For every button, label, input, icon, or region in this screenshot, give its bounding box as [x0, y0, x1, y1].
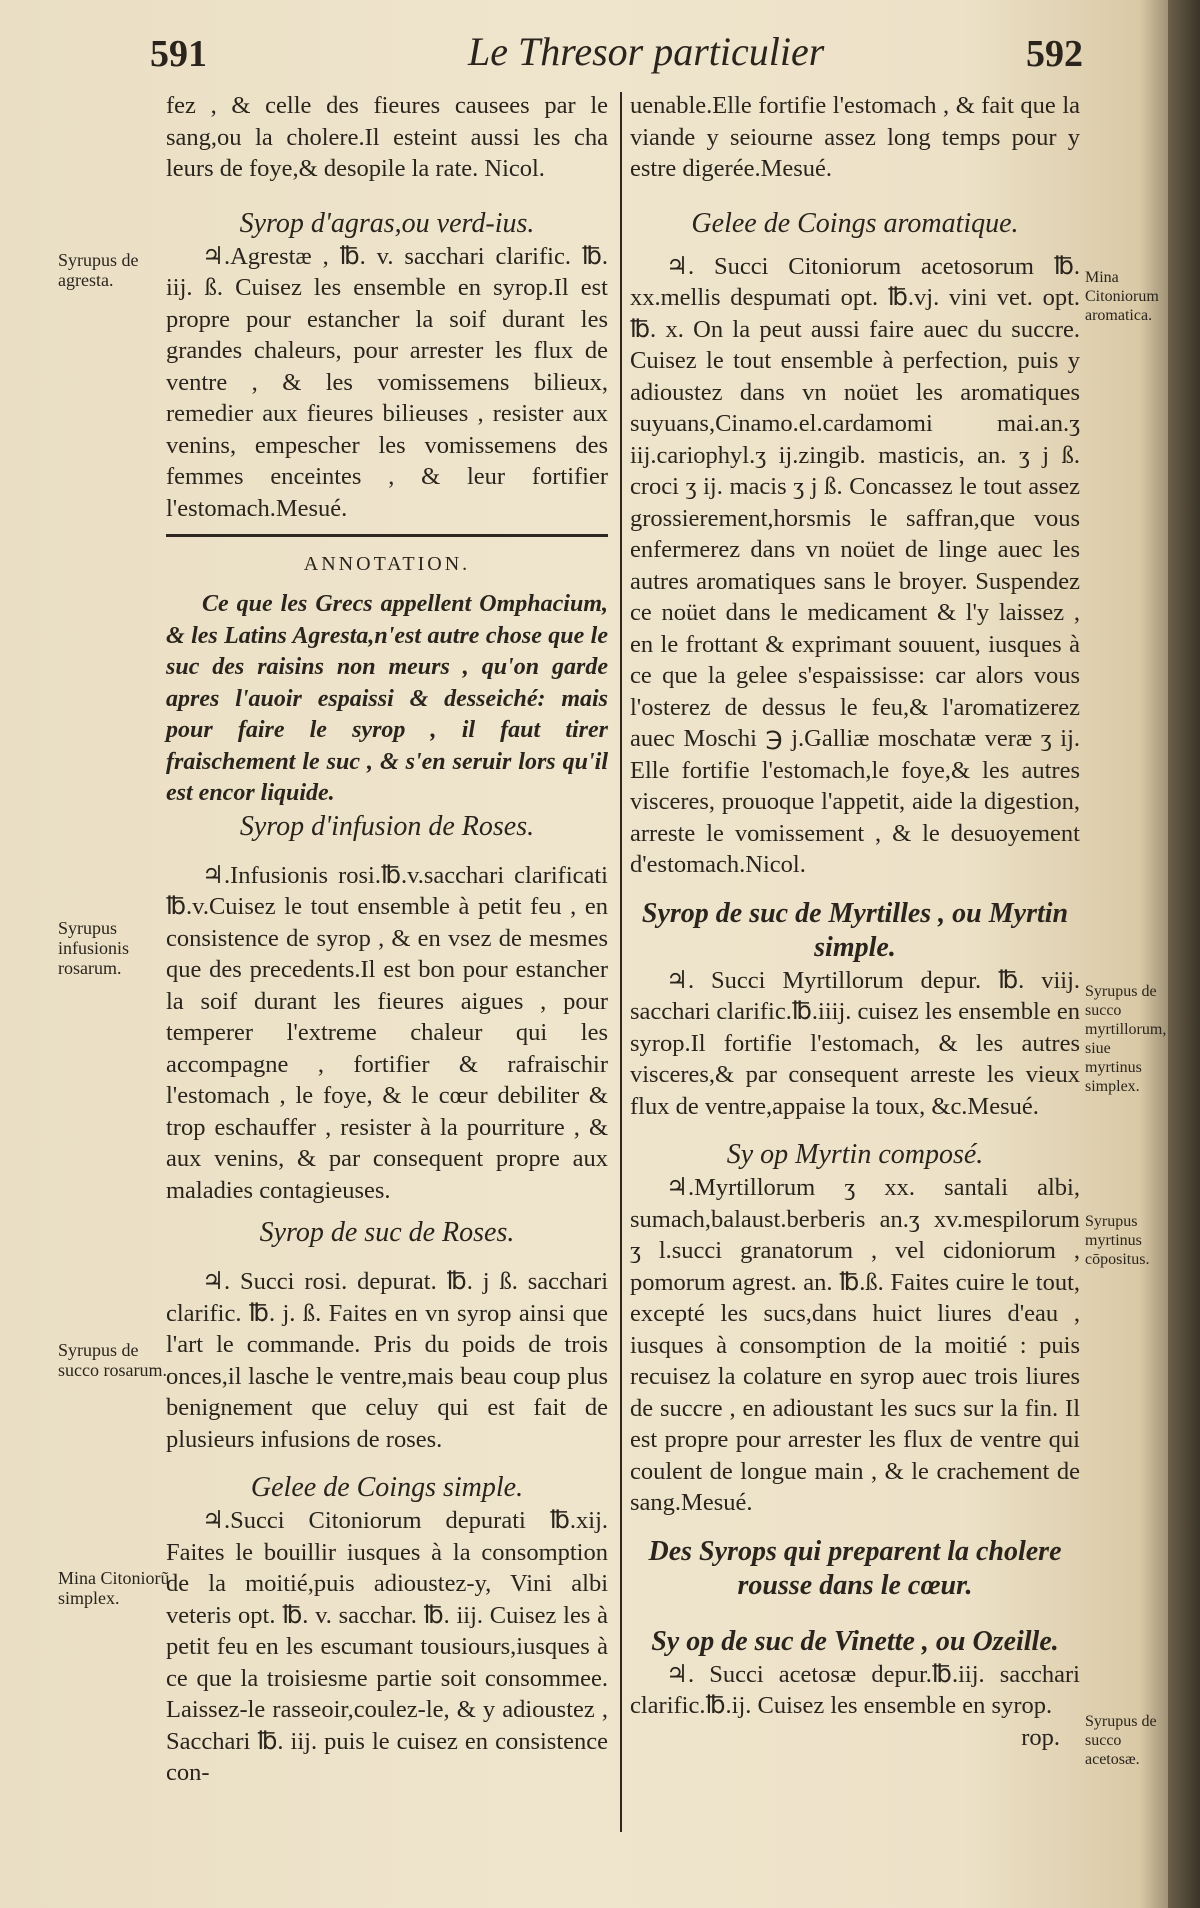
right-intro-paragraph: uenable.Elle fortifie l'estomach , & fait que la viande y seiourne assez long temps pour y estre digerée.Mesué.	[630, 92, 1080, 182]
right-section-title-cholere: Des Syrops qui preparent la cholere rousse dans le cœur.	[648, 1535, 1062, 1601]
right-section-title-myrtin-compose: Sy op Myrtin composé.	[726, 1139, 984, 1170]
left-section-body-suc-roses: ♃. Succi rosi. depurat. ℔. j ß. sacchari clarific. ℔. j. ß. Faites en vn syrop ainsi que l'art le commande. Pris du poids de trois onces,il lasche le ventre,mais beau coup plus benignement que celuy qui est fait de plusieurs infusions de roses.	[166, 1268, 608, 1453]
margin-note-myrtinus-compositus: Syrupus myrtinus cōpositus.	[1085, 1213, 1150, 1268]
adjacent-page-edge	[1168, 0, 1200, 1908]
left-section-body-infusion-roses: ♃.Infusionis rosi.℔.v.sacchari clarificati ℔.v.Cuisez le tout ensemble à petit feu , en consistence de syrop , & en vsez de mesmes que des precedents.Il est bon pour estancher la soif durant les fieures aigues , pour temperer l'extreme chaleur qui les accompagne , fortifier & rafraischir l'estomach , le foye, & le cœur debiliter & trop eschauffer , resister à la pourriture , & aux venins, & par consequent propre aux maladies contagieuses.	[166, 861, 608, 1204]
margin-note-infusion-rosarum: Syrupus infusionis rosarum.	[58, 918, 130, 978]
column-divider	[620, 92, 622, 1832]
left-section-title-suc-roses: Syrop de suc de Roses.	[259, 1217, 515, 1248]
margin-note-mina-citoniorum-simplex: Mina Citoniorũ simplex.	[58, 1568, 170, 1608]
left-section-title-infusion-roses: Syrop d'infusion de Roses.	[239, 810, 535, 842]
right-section-title-gelee-aromatique: Gelee de Coings aromatique.	[691, 207, 1019, 239]
annotation-heading: ANNOTATION.	[303, 553, 471, 575]
left-section-body-gelee-coings: ♃.Succi Citoniorum depurati ℔.xij. Faites le bouillir iusques à la consomption de la moitié,puis adioustez-y, Vini albi veteris opt. ℔. v. sacchar. ℔. iij. Cuisez les à petit feu en les escumant tousiours,iusques à ce que la troisiesme partie soit consommee. Laissez-le rasseoir,coulez-le, & y adioustez , Sacchari ℔. iij. puis le cuisez en consistence con-	[166, 1507, 608, 1786]
right-section-body-myrtilles: ♃. Succi Myrtillorum depur. ℔. viij. sacchari clarific.℔.iiij. cuisez les ensemble en syrop.Il fortifie l'estomach, & les autres visceres,& par consequent arreste les vieux flux de ventre,appaise la toux, &c.Mesué.	[630, 966, 1080, 1120]
right-section-title-vinette: Sy op de suc de Vinette , ou Ozeille.	[651, 1625, 1059, 1657]
running-head: Le Thresor particulier	[468, 29, 825, 74]
right-section-body-myrtin-compose: ♃.Myrtillorum ʒ xx. santali albi, sumach,balaust.berberis an.ʒ xv.mespilorum ʒ l.succi granatorum , vel cidoniorum , pomorum agrest. an. ℔.ß. Faites cuire le tout, excepté les sucs,dans huict liures d'eau , iusques à consomption de la moitié : puis recuisez la colature en syrop auec trois liures de succre , en adioustant les sucs sur la fin. Il est propre pour arrester les flux de ventre qui coulent de longue main , & le crachement de sang.Mesué.	[630, 1174, 1080, 1516]
catchword: rop.	[1021, 1723, 1060, 1751]
left-column	[166, 90, 608, 1789]
margin-note-mina-aromatica: Mina Citoniorum aromatica.	[1085, 269, 1159, 324]
margin-note-agresta: Syrupus de agresta.	[58, 250, 139, 290]
right-section-body-vinette: ♃. Succi acetosæ depur.℔.iij. sacchari clarific.℔.ij. Cuisez les ensemble en syrop.	[630, 1660, 1080, 1719]
right-column	[630, 90, 1080, 1753]
page-header	[0, 28, 1100, 88]
left-section-title-agras: Syrop d'agras,ou verd-ius.	[239, 207, 535, 239]
right-section-title-myrtilles: Syrop de suc de Myrtilles , ou Myrtin simple.	[641, 897, 1069, 963]
left-intro-paragraph: fez , & celle des fieures causees par le sang,ou la cholere.Il esteint aussi les cha leurs de foye,& desopile la rate. Nicol.	[166, 92, 608, 182]
margin-note-succo-rosarum: Syrupus de succo rosarum.	[58, 1340, 167, 1380]
left-section-title-gelee-coings: Gelee de Coings simple.	[250, 1472, 524, 1503]
margin-note-succo-myrtillorum: Syrupus de succo myrtillorum, siue myrtinus simplex.	[1085, 983, 1167, 1095]
page-number-left: 591	[150, 33, 207, 75]
section-rule	[166, 534, 608, 537]
annotation-body: Ce que les Grecs appellent Omphacium, & les Latins Agresta,n'est autre chose que le suc des raisins non meurs , qu'on garde apres l'auoir espaissi & desseiché: mais pour faire le syrop , il faut tirer fraischement le suc , & s'en seruir lors qu'il est encor liquide.	[166, 591, 608, 806]
right-section-body-gelee-aromatique: ♃. Succi Citoniorum acetosorum ℔. xx.mellis despumati opt. ℔.vj. vini vet. opt. ℔. x. On la peut aussi faire auec du succre. Cuisez le tout ensemble à perfection, puis y adioustez dans vn noüet les aromatiques suyuans,Cinamo.el.cardamomi mai.an.ʒ iij.cariophyl.ʒ ij.zingib. masticis, an. ʒ j ß. croci ʒ ij. macis ʒ j ß. Concassez le tout assez grossierement,horsmis le saffran,que vous enfermerez dans vn noüet de linge auec les autres aromatiques sans le broyer. Suspendez ce noüet dans le medicament & l'y laissez , en le frottant & exprimant souuent, iusques à ce que la gelee s'espaississe: car alors vous l'osterez de dessus le feu,& l'aromatizerez auec Moschi ℈ j.Galliæ moschatæ veræ ʒ ij. Elle fortifie l'estomach,le foye,& les autres visceres, prouoque l'appetit, aide la digestion, arreste le vomissement , & le desuoyement d'estomach.Nicol.	[630, 252, 1080, 878]
page-number-right: 592	[1026, 33, 1083, 75]
margin-note-succo-acetosae: Syrupus de succo acetosæ.	[1085, 1713, 1157, 1768]
left-section-body-agras: ♃.Agrestæ , ℔. v. sacchari clarific. ℔. iij. ß. Cuisez les ensemble en syrop.Il est propre pour estancher la soif durant les grandes chaleurs, pour arrester les flux de ventre , & les vomissemens bilieux, remedier aux fieures bilieuses , resister aux venins, empescher les vomissemens des femmes enceintes , & leur fortifier l'estomach.Mesué.	[166, 242, 608, 522]
